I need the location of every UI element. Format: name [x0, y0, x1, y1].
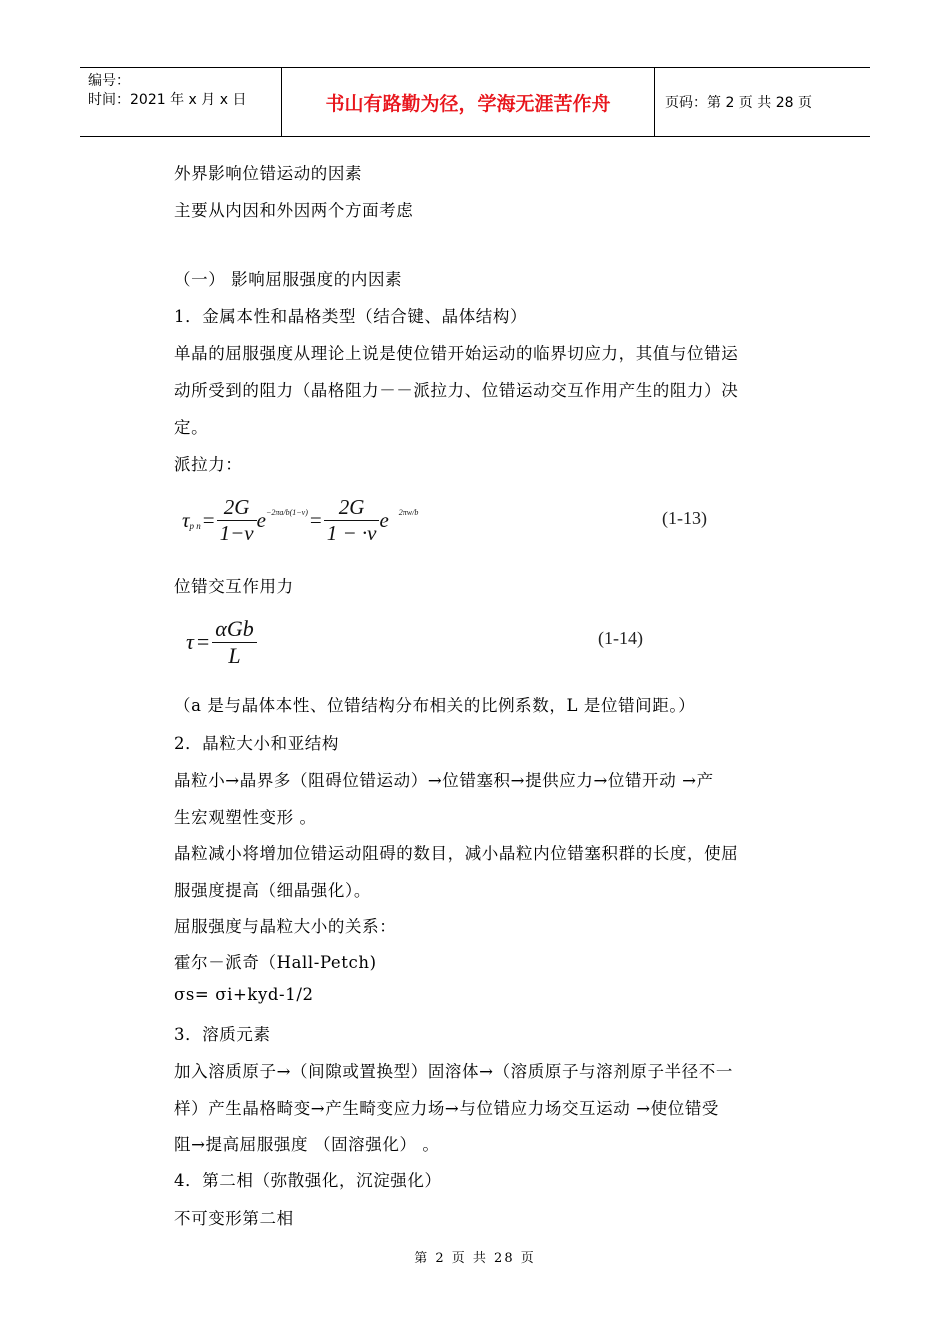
formula-subscript: p n	[189, 521, 201, 531]
header-meta	[80, 68, 282, 136]
formula-tau: τ	[182, 507, 190, 532]
subsection-heading: 1．金属本性和晶格类型（结合键、晶体结构）	[174, 307, 528, 326]
fraction-numerator: 2G	[217, 495, 257, 521]
exponent: 2πw/b	[398, 507, 419, 517]
page-footer: 第 2 页 共 28 页	[414, 1251, 536, 1266]
fraction-numerator: αGb	[212, 616, 256, 643]
fraction	[324, 495, 380, 546]
paragraph-line: 派拉力：	[174, 455, 243, 474]
paragraph-line: 不可变形第二相	[174, 1209, 294, 1228]
paragraph-line: 服强度提高（细晶强化）。	[174, 881, 371, 900]
paragraph-line: 加入溶质原子→（间隙或置换型）固溶体→（溶质原子与溶剂原子半径不一	[174, 1062, 733, 1081]
interaction-formula: τ = $\frac{\text{αGb}}{L}$	[186, 614, 257, 670]
paragraph-line: 晶粒减小将增加位错运动阻碍的数目，减小晶粒内位错塞积群的长度，使屈	[174, 844, 739, 863]
paragraph-line: 阻→提高屈服强度 （固溶强化） 。	[174, 1135, 440, 1154]
fraction	[212, 616, 256, 669]
formula-tau: τ	[186, 629, 194, 654]
paragraph-line: 生宏观塑性变形 。	[174, 808, 317, 827]
paragraph-line: 屈服强度与晶粒大小的关系：	[174, 917, 397, 936]
peierls-formula: τ p n = $\frac{2G}{1-\nu}$ e −2πa/b(1−ν) = $\frac{2G}{1 - \cdot\nu}$ e 2πw/b	[182, 494, 419, 545]
time-label: 时间：2021 年 x 月 x 日	[88, 92, 247, 108]
header-page-info: 页码：第 2 页 共 28 页	[665, 95, 812, 111]
paragraph-line: 单晶的屈服强度从理论上说是使位错开始运动的临界切应力，其值与位错运	[174, 344, 739, 363]
paragraph-line: σs= σi+kyd-1/2	[174, 985, 314, 1004]
paragraph-line: 外界影响位错运动的因素	[174, 164, 363, 183]
header-motto: 书山有路勤为径，学海无涯苦作舟	[282, 68, 655, 136]
paragraph-line: 主要从内因和外因两个方面考虑	[174, 201, 414, 220]
paragraph-line: 动所受到的阻力（晶格阻力－－派拉力、位错运动交互作用产生的阻力）决	[174, 381, 739, 400]
fraction-denominator: 1 − ·ν	[326, 520, 377, 545]
paragraph-line: 晶粒小→晶界多（阻碍位错运动）→位错塞积→提供应力→位错开动 →产	[174, 771, 714, 790]
fraction-denominator: L	[228, 642, 241, 668]
subsection-heading: 3．溶质元素	[174, 1025, 271, 1044]
fraction-denominator: 1−ν	[219, 520, 254, 545]
exponent: −2πa/b(1−ν)	[265, 507, 308, 517]
paragraph-line: 霍尔－派奇（Hall-Petch)	[174, 953, 377, 972]
paragraph-line: 定。	[174, 418, 209, 437]
paragraph-line: 样）产生晶格畸变→产生畸变应力场→与位错应力场交互运动 →使位错受	[174, 1099, 720, 1118]
section-heading: （一） 影响屈服强度的内因素	[174, 270, 403, 289]
number-label: 编号：	[88, 73, 130, 89]
subsection-heading: 2．晶粒大小和亚结构	[174, 734, 339, 753]
subsection-heading: 4．第二相（弥散强化，沉淀强化）	[174, 1171, 442, 1190]
document-header	[80, 67, 870, 137]
equation-number: (1-13)	[662, 508, 707, 528]
fraction	[217, 495, 257, 546]
fraction-numerator: 2G	[324, 495, 380, 521]
paragraph-line: （a 是与晶体本性、位错结构分布相关的比例系数，L 是位错间距。）	[174, 696, 696, 715]
paragraph-line: 位错交互作用力	[174, 577, 294, 596]
equation-number: (1-14)	[598, 628, 643, 648]
